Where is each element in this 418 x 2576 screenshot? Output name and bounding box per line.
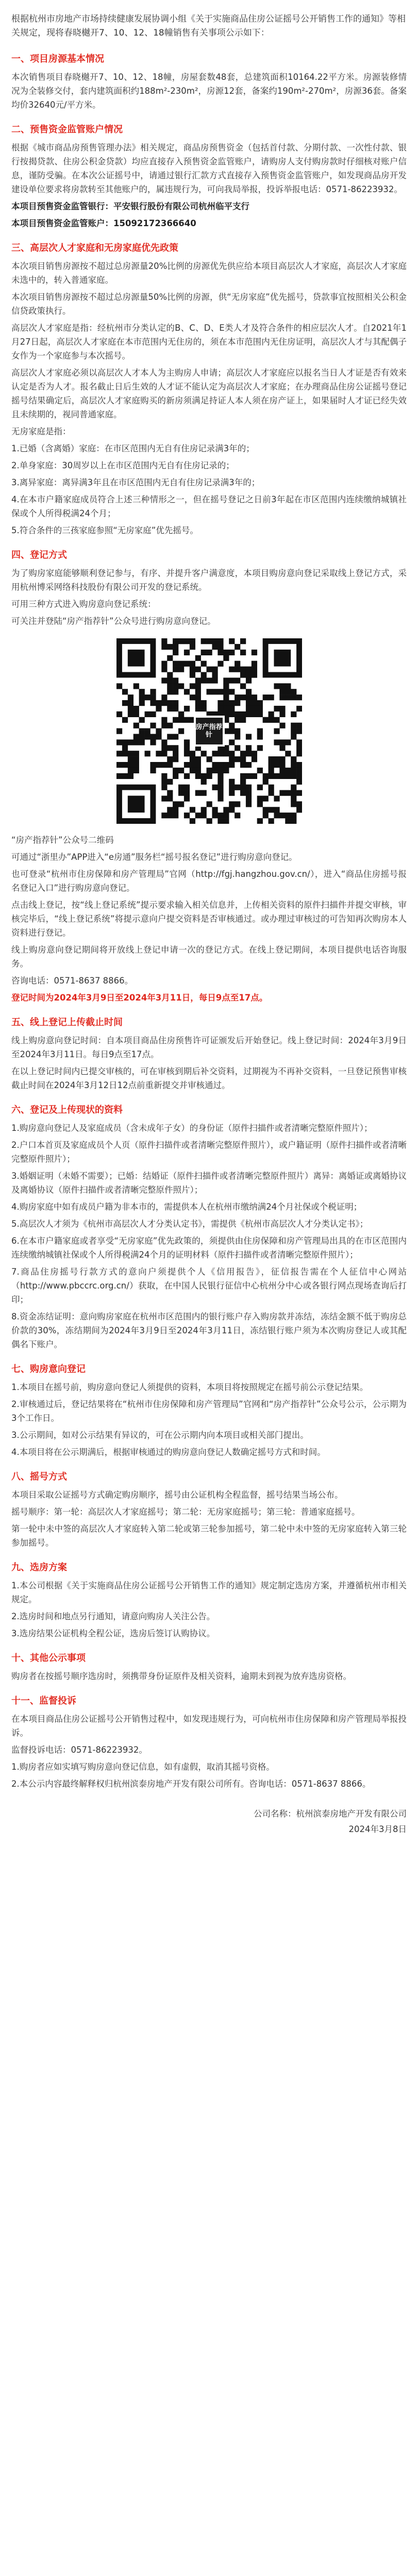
section-paragraph: 1.本公司根据《关于实施商品住房公证摇号公开销售工作的通知》规定制定选房方案，并遵循杭州市相关规定。 [11, 1581, 407, 1604]
section-paragraph: 5.高层次人才须为《杭州市高层次人才分类认定书》，需提供《杭州市高层次人才分类认定书》； [11, 1219, 369, 1229]
section-paragraph: 2.户口本首页及家庭成员个人页（原件扫描件或者清晰完整原件照片），或户籍证明（原件扫描件或者清晰完整原件照片）； [11, 1140, 407, 1164]
section-paragraph: 在以上登记时间内已提交审核的，可在审核到期后补交资料，过期视为不再补交资料，一旦登记预售审核截止时间在2024年3月12日12点前重新提交并审核通过。 [11, 1066, 407, 1090]
section-paragraph: 无房家庭是指： [11, 427, 71, 436]
qr-caption: “房产指荐针”公众号二维码 [11, 835, 114, 845]
section-title: 三、高层次人才家庭和无房家庭优先政策 [11, 243, 178, 253]
section-paragraph: 3.离异家庭：离异满3年且在市区范围内无自有住房记录满3年的； [11, 478, 260, 487]
section-title: 七、购房意向登记 [11, 1364, 86, 1375]
section-paragraph: 根据《城市商品房预售管理办法》相关规定，商品房预售资金（包括首付款、分期付款、一次性付款、银行按揭贷款、住房公积金贷款）均应直接存入预售资金监管账户，请购房人支付购房款时仔细核对账户信息，谨防受骗。在本次公证摇号中，请通过银行汇款方式直接存入预售资金监管账户，如发现商品房开发建设单位要求将房款转至其他账户的，属违规行为，可向我局举报，投诉举报电话：0571-86223932。 [11, 143, 407, 194]
section-paragraph: 1.已婚（含离婚）家庭：在市区范围内无自有住房记录满3年的； [11, 444, 255, 453]
section-paragraph: 为了购房家庭能够顺利登记参与，有序、并提升客户满意度，本项目购房意向登记采取线上登记方式，采用杭州博采网络科技股份有限公司开发的登记系统。 [11, 568, 407, 592]
section-paragraph: 4.购房家庭中如有成员户籍为非本市的，需提供本人在杭州市缴纳满24个月社保或个税证明； [11, 1202, 362, 1212]
section-paragraph: 1.购房意向登记人及家庭成员（含未成年子女）的身份证（原件扫描件或者清晰完整原件照片）； [11, 1123, 373, 1133]
section-paragraph: 7.商品住房摇号行款方式的意向户须提供个人《信用报告》，征信报告需在个人征信中心网站（http://www.pbccrc.org.cn/）获取，在中国人民银行征信中心杭州分中心或各银行网点现场查询后打印； [11, 1267, 407, 1304]
section-paragraph: 6.在本市户籍家庭或者享受“无房家庭”优先政策的，须提供由住房保障和房产管理局出具的在市区范围内连续缴纳城镇社保或个人所得税满24个月的证明材料（原件扫描件或者清晰完整原件照片）； [11, 1236, 407, 1260]
section-paragraph: 2.单身家庭：30周岁以上在市区范围内无自有住房记录的； [11, 461, 235, 470]
section-paragraph: 1.本项目在摇号前，购房意向登记人须提供的资料，本项目将按照规定在摇号前公示登记结果。 [11, 1382, 369, 1392]
section-paragraph: 4.在本市户籍家庭成员符合上述三种情形之一，但在摇号登记之日前3年起在市区范围内连续缴纳城镇社保或个人所得税满24个月； [11, 495, 407, 518]
section-paragraph: 本项目预售资金监管账户：15092172366640 [11, 218, 196, 228]
section-paragraph: 5.符合条件的三孩家庭参照“无房家庭”优先摇号。 [11, 526, 198, 535]
section-paragraph: 也可登录“杭州市住房保障和房产管理局”官网（http://fgj.hangzhou.gov.cn/），进入“商品住房摇号报名登记入口”进行购房意向登记。 [11, 869, 407, 893]
section-paragraph: 咨询电话：0571-8637 8866。 [11, 976, 133, 986]
qr-code-wrapper [0, 638, 418, 824]
section-paragraph: 本次项目销售房源按不超过总房源量20%比例的房源优先供应给本项目高层次人才家庭，高层次人才家庭未选中的，转入普通家庭。 [11, 261, 407, 285]
section-title: 九、选房方案 [11, 1562, 67, 1573]
company-name: 公司名称：杭州滨泰房地产开发有限公司 [254, 1809, 407, 1819]
section-paragraph: 3.公示期间，如对公示结果有异议的，可在公示期内向本项目或相关部门提出。 [11, 1430, 309, 1440]
section-title: 八、摇号方式 [11, 1471, 67, 1482]
section-paragraph: 登记时间为2024年3月9日至2024年3月11日，每日9点至17点。 [11, 993, 268, 1003]
section-paragraph: 本项目预售资金监管银行：平安银行股份有限公司杭州临平支行 [11, 201, 249, 211]
section-paragraph: 8.资金冻结证明：意向购房家庭在杭州市区范围内的银行账户存入购房款并冻结，冻结金额不低于购房总价款的30%，冻结期间为2024年3月9日至2024年3月11日，冻结银行账户须为本次购房登记人或其配偶名下账户。 [11, 1312, 407, 1349]
section-paragraph: 2.选房时间和地点另行通知，请意向购房人关注公告。 [11, 1612, 215, 1621]
section-title: 十一、监督投诉 [11, 1696, 76, 1706]
section-title: 一、项目房源基本情况 [11, 54, 104, 64]
section-paragraph: 3.选房结果公证机构全程公证，选房后签订认购协议。 [11, 1629, 215, 1638]
section-paragraph: 线上购房意向登记期间将开放线上登记申请一次的登记方式。在线上登记期间，本项目提供电话咨询服务。 [11, 945, 407, 969]
section-title: 十、其他公示事项 [11, 1653, 86, 1664]
section-paragraph: 监督投诉电话：0571-86223932。 [11, 1745, 147, 1755]
section-paragraph: 2.本公示内容最终解释权归杭州滨泰房地产开发有限公司所有。咨询电话：0571-8637 8866。 [11, 1779, 371, 1789]
sections-container-2 [11, 850, 407, 1791]
section-paragraph: 本次项目销售房源按不超过总房源量50%比例的房源，供“无房家庭”优先摇号，贷款事宜按照相关公积金信贷政策执行。 [11, 292, 407, 316]
section-paragraph: 本次销售项目春晓樾开7、10、12、18幢，房屋套数48套，总建筑面积10164.22平方米。房源装修情况为全装修交付，套内建筑面积约188m²-230m²，房源12套，备案约190m²-270m²，房源36套。备案均价32640元/平方米。 [11, 72, 407, 110]
section-paragraph: 线上购房意向登记时间：自本项目商品住房预售许可证颁发后开始登记。线上登记时间：2024年3月9日至2024年3月11日。每日9点至17点。 [11, 1036, 407, 1059]
section-title: 二、预售资金监管账户情况 [11, 124, 123, 135]
section-paragraph: 高层次人才家庭必须以高层次人才本人为主购房人申请；高层次人才家庭应以报名当日人才证是否有效来认定是否为人才。报名截止日后生效的人才证不能认定为高层次人才家庭；在办理商品住房公证摇号登记摇号结果确定后，高层次人才家庭购买的新房须满足持证人本人须在房产证上，如果届时人才证已经失效且未续期的，视同普通家庭。 [11, 368, 407, 419]
signature-block [11, 1806, 407, 1837]
section-paragraph: 可用三种方式进入购房意向登记系统： [11, 599, 156, 609]
section-paragraph: 在本项目商品住房公证摇号公开销售过程中，如发现违规行为，可向杭州市住房保障和房产管理局举报投诉。 [11, 1714, 407, 1738]
sections-container [11, 52, 407, 628]
section-paragraph: 摇号顺序：第一轮：高层次人才家庭摇号；第二轮：无房家庭摇号；第三轮：普通家庭摇号。 [11, 1507, 360, 1517]
section-paragraph: 第一轮中未中签的高层次人才家庭转入第二轮或第三轮参加摇号，第二轮中未中签的无房家庭转入第三轮参加摇号。 [11, 1524, 407, 1548]
intro-paragraph: 根据杭州市房地产市场持续健康发展协调小组《关于实施商品住房公证摇号公开销售工作的通知》等相关规定，现将春晓樾开7、10、12、18幢销售有关事项公示如下： [11, 14, 406, 38]
qr-logo: 房产指荐针 [194, 716, 225, 747]
section-paragraph: 可通过“浙里办”APP进入“e房通”服务栏“摇号报名登记”进行购房意向登记。 [11, 852, 297, 862]
section-paragraph: 点击线上登记，按“线上登记系统”提示要求输入相关信息并，上传相关资料的原件扫描件并提交审核，审核完毕后，“线上登记系统”将提示意向户提交资料是否审核通过。或办理过审核过的可告知再次购房本人资料进行登记。 [11, 900, 407, 938]
section-title: 四、登记方式 [11, 550, 67, 561]
section-paragraph: 可关注并登陆“房产指荐针”公众号进行购房意向登记。 [11, 616, 216, 626]
section-paragraph: 3.婚姻证明（未婚不需要）；已婚：结婚证（原件扫描件或者清晰完整原件照片）离异：离婚证或离婚协议及离婚协议（原件扫描件或者清晰完整原件照片）； [11, 1171, 407, 1195]
section-paragraph: 4.本项目将在公示期满后，根据审核通过的购房意向登记人数确定摇号方式和时间。 [11, 1447, 326, 1457]
section-paragraph: 1.购房者应如实填写购房意向登记信息，如有虚假，取消其摇号资格。 [11, 1762, 275, 1772]
qr-code[interactable] [116, 638, 302, 824]
section-title: 五、线上登记上传截止时间 [11, 1017, 123, 1028]
section-paragraph: 2.审核通过后，登记结果将在“杭州市住房保障和房产管理局”官网和“房产指荐针”公众号公示，公示期为3个工作日。 [11, 1399, 407, 1423]
section-paragraph: 购房者在按摇号顺序选房时，须携带身份证原件及相关资料，逾期未到视为放弃选房资格。 [11, 1671, 352, 1681]
signature-date: 2024年3月8日 [348, 1824, 407, 1834]
section-paragraph: 本项目采取公证摇号方式确定购房顺序，摇号由公证机构全程监督，摇号结果当场公布。 [11, 1490, 343, 1500]
section-paragraph: 高层次人才家庭是指：经杭州市分类认定的B、C、D、E类人才及符合条件的相应层次人才。自2021年1月27日起，高层次人才家庭在本市范围内无住房的，须在本市范围内无住房证明，高层次人才与其配偶子女作为一个家庭参与本次摇号。 [11, 323, 407, 361]
section-title: 六、登记及上传现状的资料 [11, 1105, 123, 1115]
